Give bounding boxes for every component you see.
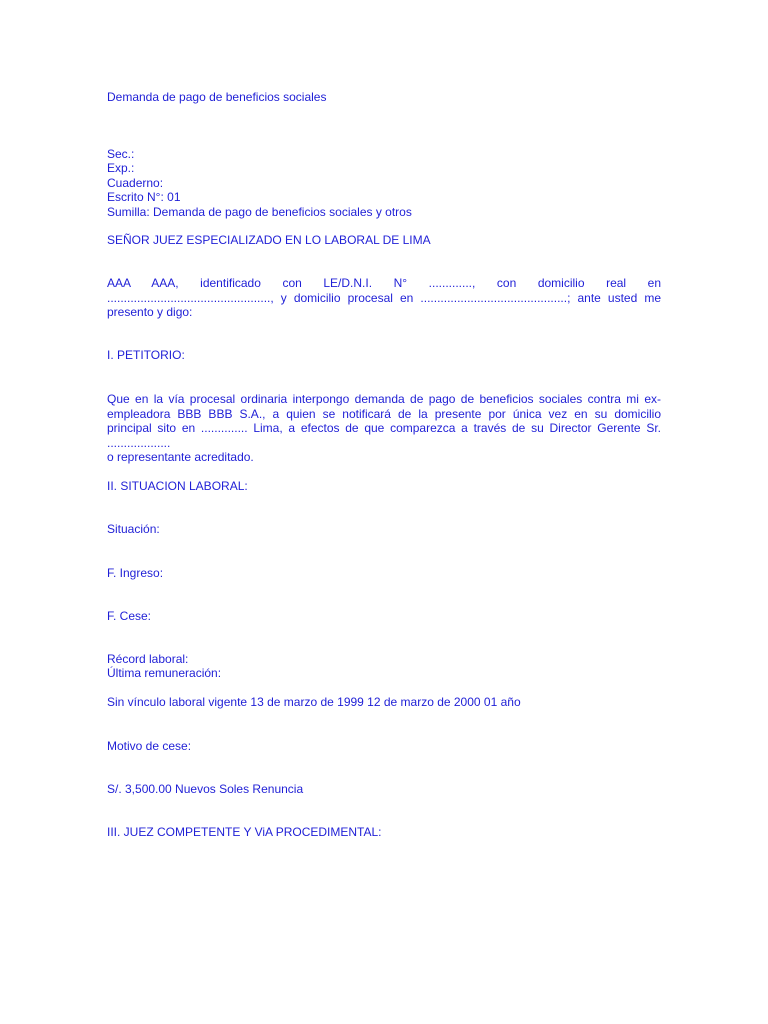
intro-paragraph bbox=[107, 276, 661, 320]
petitorio-line-3: principal sito en .............. Lima, a efectos de que comparezca a través de su Director Gerente Sr. bbox=[107, 421, 661, 435]
petitorio-heading: I. PETITORIO: bbox=[107, 348, 185, 362]
cese-label: F. Cese: bbox=[107, 609, 152, 623]
petitorio-line-4: ................... bbox=[107, 435, 171, 450]
intro-line-3: presento y digo: bbox=[107, 305, 193, 319]
monto-text: S/. 3,500.00 Nuevos Soles Renuncia bbox=[107, 782, 304, 796]
petitorio-line-5: o representante acreditado. bbox=[107, 450, 254, 464]
situacion-label: Situación: bbox=[107, 522, 160, 536]
header-sumilla: Sumilla: Demanda de pago de beneficios sociales y otros bbox=[107, 205, 412, 219]
intro-line-1: AAA AAA, identificado con LE/D.N.I. N° ............., con domicilio real en bbox=[107, 276, 661, 290]
motivo-label: Motivo de cese: bbox=[107, 739, 192, 753]
addressee: SEÑOR JUEZ ESPECIALIZADO EN LO LABORAL DE LIMA bbox=[107, 233, 431, 247]
remuneracion-label: Última remuneración: bbox=[107, 666, 222, 680]
record-label: Récord laboral: bbox=[107, 652, 189, 666]
header-escrito: Escrito N°: 01 bbox=[107, 190, 181, 204]
header-cuaderno: Cuaderno: bbox=[107, 176, 164, 190]
juez-heading: III. JUEZ COMPETENTE Y ViA PROCEDIMENTAL: bbox=[107, 825, 382, 839]
petitorio-line-1: Que en la vía procesal ordinaria interpongo demanda de pago de beneficios sociales contra mi ex- bbox=[107, 392, 661, 406]
ingreso-label: F. Ingreso: bbox=[107, 566, 164, 580]
situacion-heading: II. SITUACION LABORAL: bbox=[107, 479, 248, 493]
header-exp: Exp.: bbox=[107, 161, 135, 175]
header-sec: Sec.: bbox=[107, 147, 135, 161]
intro-line-2: ................................................., y domicilio procesal en ............................................; ante usted me bbox=[107, 290, 661, 305]
petitorio-paragraph bbox=[107, 392, 661, 465]
document-title: Demanda de pago de beneficios sociales bbox=[107, 90, 327, 104]
petitorio-line-2: empleadora BBB BBB S.A., a quien se notificará de la presente por única vez en su domicilio bbox=[107, 406, 661, 421]
vinculo-text: Sin vínculo laboral vigente 13 de marzo de 1999 12 de marzo de 2000 01 año bbox=[107, 695, 521, 709]
